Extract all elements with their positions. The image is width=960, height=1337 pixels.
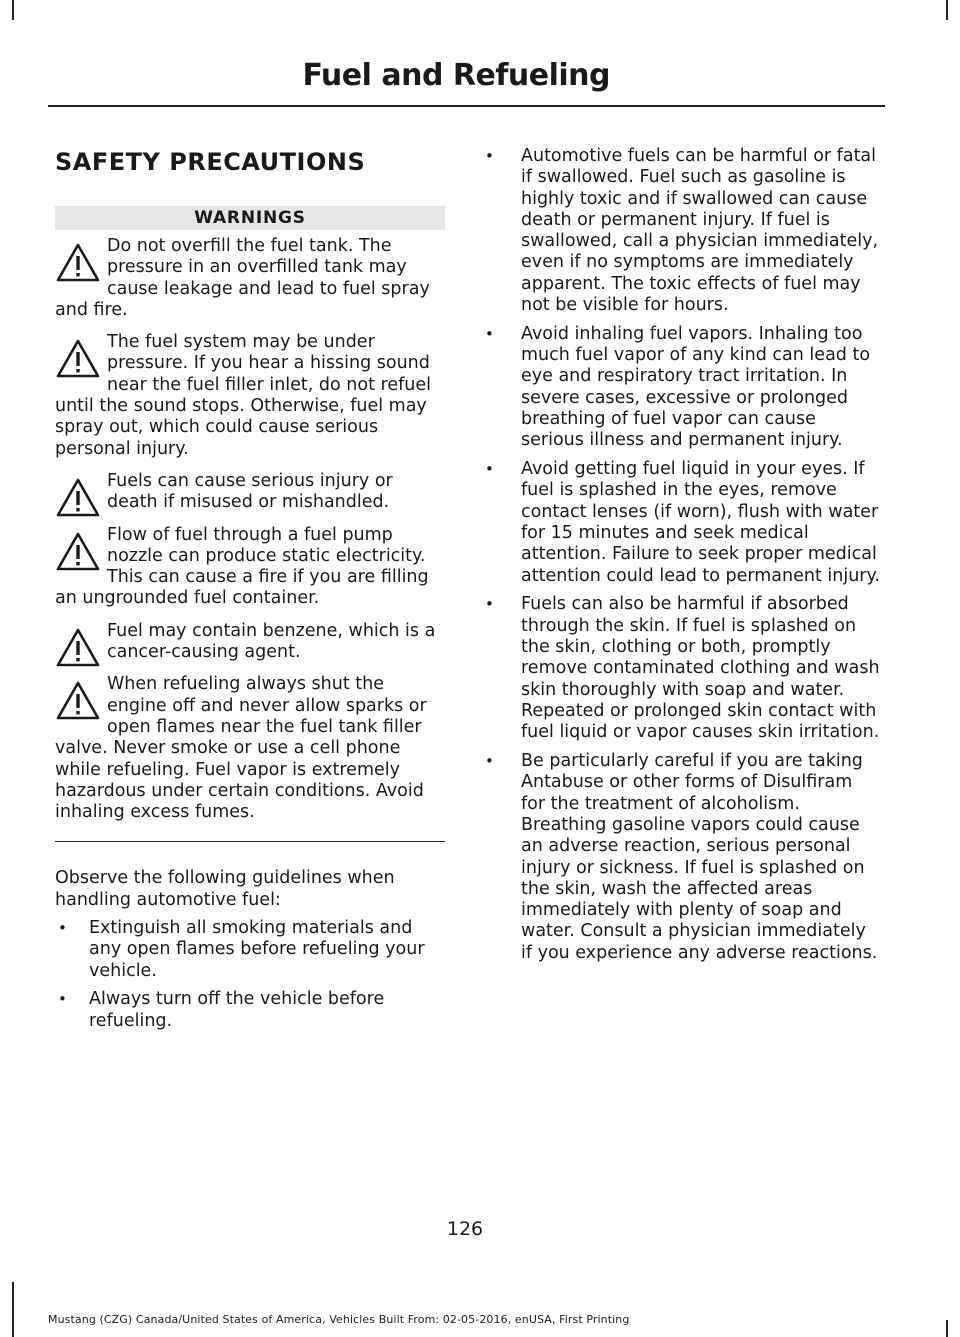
warning-text: Fuel may contain benzene, which is a cancer-causing agent. (107, 620, 436, 663)
warnings-heading: WARNINGS (55, 206, 445, 230)
header-rule (48, 105, 885, 107)
bullet-item: • Always turn off the vehicle before refueling. (55, 989, 445, 1032)
left-column (55, 148, 445, 1040)
bullet-item: • Extinguish all smoking materials and any open flames before refueling your vehicle. (55, 918, 445, 982)
warning-text: The fuel system may be under pressure. If you hear a hissing sound near the fuel filler inlet, do not refuel until the sound stops. Otherwise, fuel may spray out, which could cause serious personal injury. (55, 332, 431, 459)
warning-text: Flow of fuel through a fuel pump nozzle can produce static electricity. This can cause a fire if you are filling an ungrounded fuel container. (55, 524, 429, 609)
warning-text: Do not overfill the fuel tank. The pressure in an overfilled tank may cause leakage and lead to fuel spray and fire. (55, 236, 430, 320)
warning-text: Fuels can cause serious injury or death if misused or mishandled. (107, 470, 393, 513)
warning-item (55, 525, 445, 610)
warning-triangle-icon (55, 531, 101, 573)
warning-item (55, 471, 445, 514)
warning-item (55, 332, 445, 460)
crop-mark-bottom-left (12, 1282, 14, 1337)
crop-mark-top-right (946, 0, 948, 20)
warning-item (55, 621, 445, 664)
warning-triangle-icon (55, 242, 101, 284)
section-title: SAFETY PRECAUTIONS (55, 148, 366, 176)
warning-text: When refueling always shut the engine off and never allow sparks or open flames near the fuel tank filler valve. Never smoke or use a cell phone while refueling. Fuel vapor is extremely hazardous under certain conditions. Avoid inhaling excess fumes. (55, 674, 427, 823)
bullet-item: • Avoid inhaling fuel vapors. Inhaling too much fuel vapor of any kind can lead to eye and respiratory tract irritation. In severe cases, excessive or prolonged breathing of fuel vapor can cause serious illness and permanent injury. (478, 324, 880, 452)
bullet-item: • Fuels can also be harmful if absorbed through the skin. If fuel is splashed on the skin, clothing or both, promptly remove contaminated clothing and wash skin thoroughly with soap and water. Repeated or prolonged skin contact with fuel liquid or vapor causes skin irritation. (478, 594, 880, 743)
crop-mark-bottom-right (946, 1320, 948, 1337)
bullet-item: • Avoid getting fuel liquid in your eyes. If fuel is splashed in the eyes, remove contact lenses (if worn), flush with water for 15 minutes and seek medical attention. Failure to seek proper medical attention could lead to permanent injury. (478, 459, 880, 587)
bullet-item: • Automotive fuels can be harmful or fatal if swallowed. Fuel such as gasoline is highly toxic and if swallowed can cause death or permanent injury. If fuel is swallowed, call a physician immediately, even if no symptoms are immediately apparent. The toxic effects of fuel may not be visible for hours. (478, 146, 880, 316)
footer-text: Mustang (CZG) Canada/United States of America, Vehicles Built From: 02-05-2016, enUSA, First Printing (48, 1313, 630, 1326)
chapter-title: Fuel and Refueling (302, 58, 610, 93)
warning-item (55, 674, 445, 823)
warnings-end-rule (55, 841, 445, 842)
page-number: 126 (446, 1218, 484, 1240)
intro-paragraph: Observe the following guidelines when handling automotive fuel: (55, 868, 395, 910)
warning-triangle-icon (55, 680, 101, 722)
warning-item (55, 236, 445, 321)
warning-triangle-icon (55, 338, 101, 380)
right-column (478, 146, 880, 971)
warning-triangle-icon (55, 627, 101, 669)
crop-mark-top-left (12, 0, 14, 20)
bullet-item: • Be particularly careful if you are taking Antabuse or other forms of Disulfiram for the treatment of alcoholism. Breathing gasoline vapors could cause an adverse reaction, serious personal injury or sickness. If fuel is splashed on the skin, wash the affected areas immediately with plenty of soap and water. Consult a physician immediately if you experience any adverse reactions. (478, 751, 880, 964)
right-bullet-list (478, 146, 880, 964)
warning-triangle-icon (55, 477, 101, 519)
warnings-list (55, 236, 445, 823)
left-bullet-list (55, 918, 445, 1032)
